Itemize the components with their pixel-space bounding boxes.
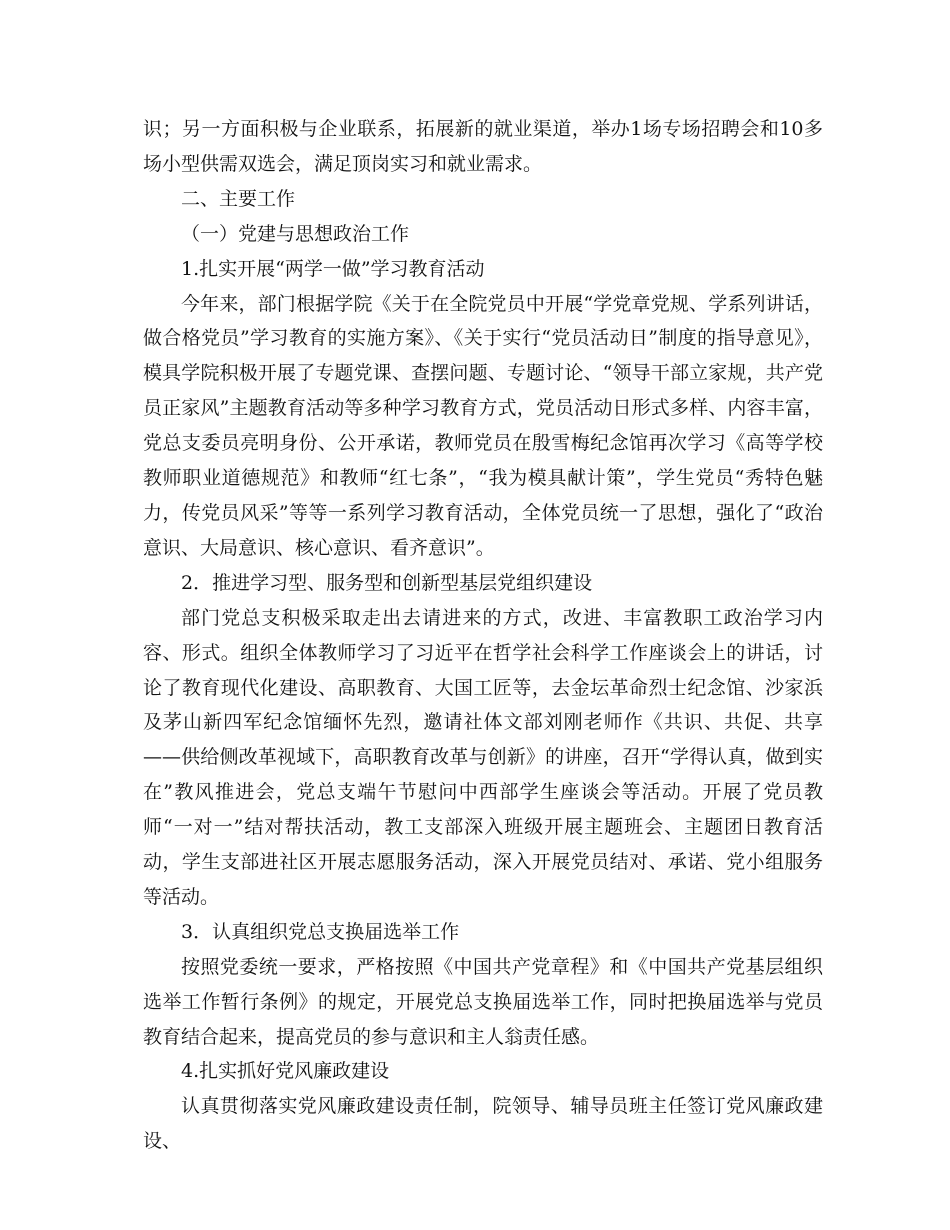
item-heading-2: 2．推进学习型、服务型和创新型基层党组织建设 bbox=[181, 571, 593, 594]
paragraph-continuation: 识；另一方面积极与企业联系，拓展新的就业渠道，举办1场专场招聘会和10多场小型供需双选会，满足顶岗实习和就业需求。 bbox=[143, 118, 823, 175]
item-body-1: 今年来，部门根据学院《关于在全院党员中开展“学党章党规、学系列讲话，做合格党员”学习教育的实施方案》、《关于实行“党员活动日”制度的指导意见》，模具学院积极开展了专题党课、查摆问题、专题讨论、“领导干部立家规，共产党员正家风”主题教育活动等多种学习教育方式，党员活动日形式多样、内容丰富，党总支委员亮明身份、公开承诺，教师党员在殷雪梅纪念馆再次学习《高等学校教师职业道德规范》和教师“红七条”，“我为模具献计策”，学生党员“秀特色魅力，传党员风采”等等一系列学习教育活动，全体党员统一了思想，强化了“政治意识、大局意识、核心意识、看齐意识”。 bbox=[143, 292, 823, 559]
item-body-2: 部门党总支积极采取走出去请进来的方式，改进、丰富教职工政治学习内容、形式。组织全体教师学习了习近平在哲学社会科学工作座谈会上的讲话，讨论了教育现代化建设、高职教育、大国工匠等，去金坛革命烈士纪念馆、沙家浜及茅山新四军纪念馆缅怀先烈，邀请社体文部刘刚老师作《共识、共促、共享——供给侧改革视域下，高职教育改革与创新》的讲座，召开“学得认真，做到实在”教风推进会，党总支端午节慰问中西部学生座谈会等活动。开展了党员教师“一对一”结对帮扶活动，教工支部深入班级开展主题班会、主题团日教育活动，学生支部进社区开展志愿服务活动，深入开展党员结对、承诺、党小组服务等活动。 bbox=[143, 606, 823, 908]
item-heading-4: 4.扎实抓好党风廉政建设 bbox=[181, 1060, 390, 1083]
item-body-3: 按照党委统一要求，严格按照《中国共产党章程》和《中国共产党基层组织选举工作暂行条例》的规定，开展党总支换届选举工作，同时把换届选举与党员教育结合起来，提高党员的参与意识和主人翁责任感。 bbox=[143, 955, 823, 1048]
document-body bbox=[143, 112, 823, 1159]
subsection-heading-party-building: （一）党建与思想政治工作 bbox=[181, 222, 410, 245]
item-heading-3: 3．认真组织党总支换届选举工作 bbox=[181, 920, 460, 943]
section-heading-main-work: 二、主要工作 bbox=[181, 187, 296, 210]
item-body-4: 认真贯彻落实党风廉政建设责任制，院领导、辅导员班主任签订党风廉政建设、 bbox=[143, 1095, 823, 1153]
item-heading-1: 1.扎实开展“两学一做”学习教育活动 bbox=[181, 257, 485, 280]
